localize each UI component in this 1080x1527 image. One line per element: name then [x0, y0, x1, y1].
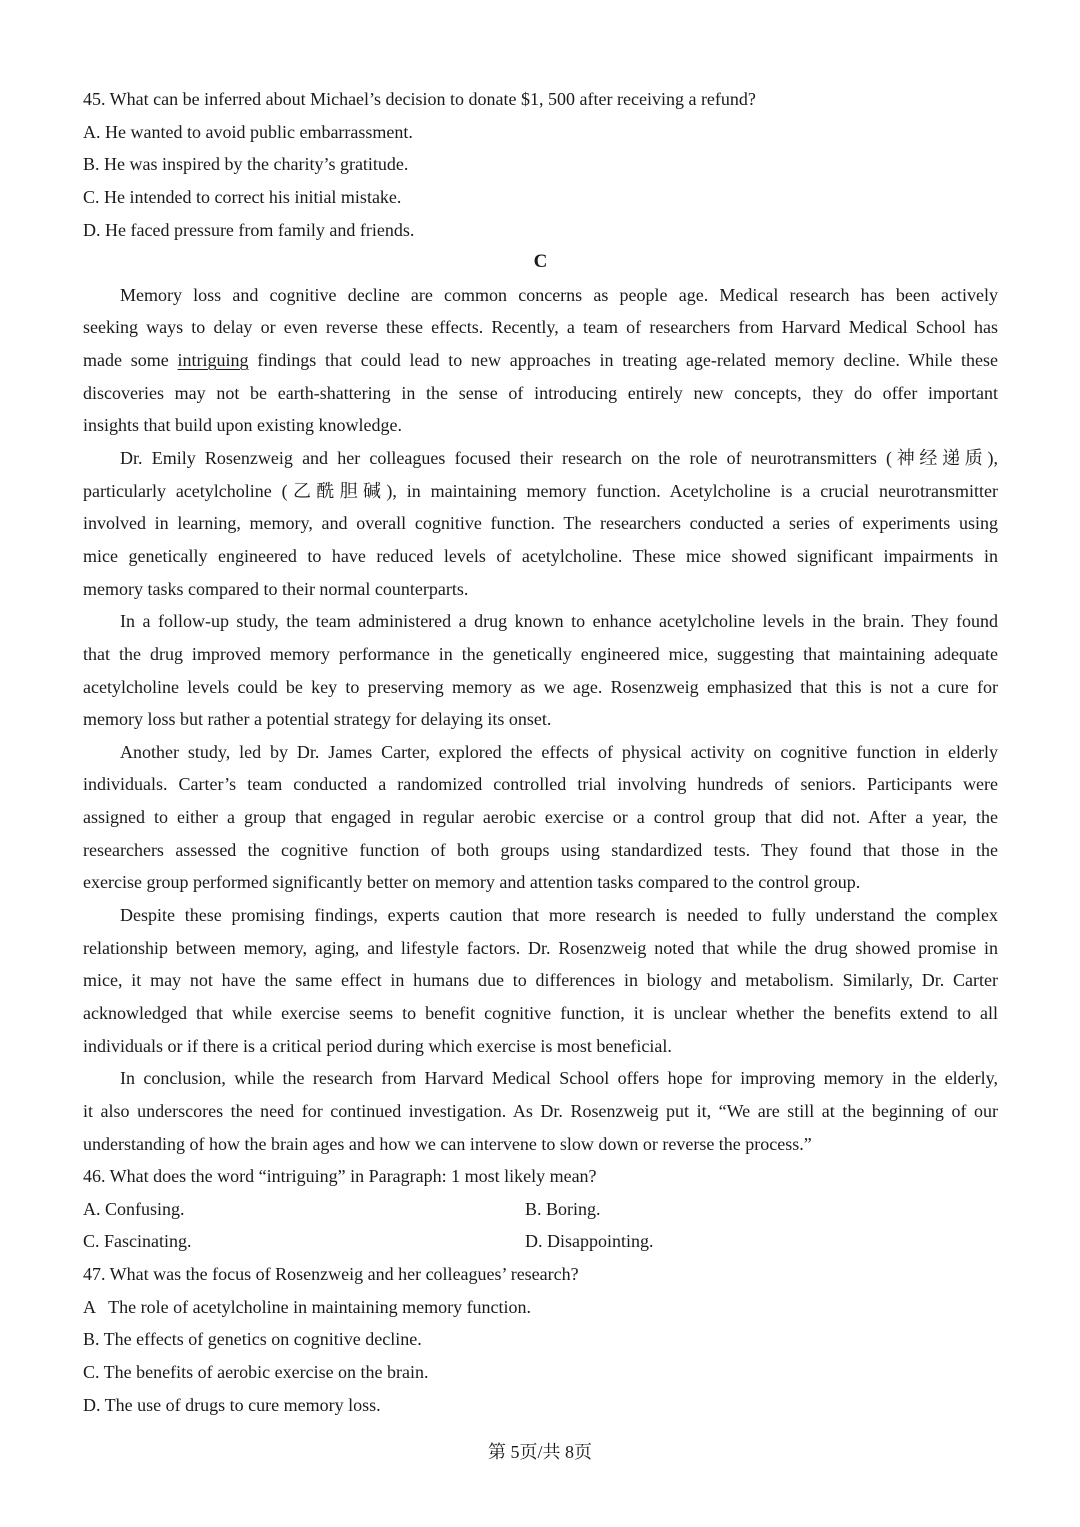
question-47: 47. What was the focus of Rosenzweig and her colleagues’ research?: [83, 1264, 579, 1285]
line-text: researchers assessed the cognitive function of both groups using standardized tests. They found that those in the: [83, 839, 998, 860]
paragraph-line: [83, 507, 998, 540]
paragraph-line: [83, 311, 998, 344]
line-text: memory loss but rather a potential strategy for delaying its onset.: [83, 709, 552, 730]
paragraph-line: [83, 573, 998, 606]
line-text: Memory loss and cognitive decline are common concerns as people age. Medical research has been actively: [120, 284, 998, 305]
line-text: assigned to either a group that engaged in regular aerobic exercise or a control group that did not. After a year, the: [83, 807, 998, 828]
paragraph: [83, 442, 998, 605]
paragraph-line: [83, 866, 998, 899]
paragraph-line: [83, 1095, 998, 1128]
underlined-word: intriguing: [177, 350, 249, 371]
line-text: it also underscores the need for continued investigation. As Dr. Rosenzweig put it, “We are still at the beginning of our: [83, 1100, 998, 1121]
line-text: involved in learning, memory, and overall cognitive function. The researchers conducted a series of experiments using: [83, 513, 998, 534]
paragraph-line: [83, 344, 998, 377]
paragraph-line: [83, 964, 998, 997]
question-45: 45. What can be inferred about Michael’s decision to donate $1, 500 after receiving a refund?: [83, 89, 756, 109]
question-46: 46. What does the word “intriguing” in Paragraph: 1 most likely mean?: [83, 1166, 597, 1187]
section-title: C: [533, 251, 548, 273]
paragraph: [83, 736, 998, 899]
paragraph-line: [83, 899, 998, 932]
line-text: seeking ways to delay or even reverse these effects. Recently, a team of researchers from Harvard Medical School has: [83, 317, 998, 338]
line-text: that the drug improved memory performance in the genetically engineered mice, suggesting that maintaining adequate: [83, 643, 998, 664]
reading-passage: [83, 279, 998, 1160]
paragraph-line: [83, 801, 998, 834]
line-text: individuals. Carter’s team conducted a randomized controlled trial involving hundreds of seniors. Participants were: [83, 774, 998, 795]
option-c: C. He intended to correct his initial mistake.: [83, 186, 402, 207]
line-text: particularly acetylcholine (乙酰胆碱), in maintaining memory function. Acetylcholine is a crucial neurotransmitter: [83, 480, 998, 501]
option-b: B. Boring.: [525, 1198, 601, 1219]
paragraph: [83, 279, 998, 442]
page-number: 第 5页/共 8页: [487, 1442, 592, 1462]
option-d: D. Disappointing.: [525, 1231, 654, 1252]
paragraph-line: [83, 377, 998, 410]
line-text: discoveries may not be earth-shattering in the sense of introducing entirely new concepts, they do offer important: [83, 382, 998, 403]
option-a: A. Confusing.: [83, 1198, 185, 1219]
line-text: Despite these promising findings, experts caution that more research is needed to fully understand the complex: [120, 905, 998, 926]
paragraph-line: [83, 409, 998, 442]
paragraph: [83, 605, 998, 736]
paragraph-line: [83, 442, 998, 475]
option-b: B. The effects of genetics on cognitive decline.: [83, 1329, 422, 1350]
paragraph-line: [83, 997, 998, 1030]
line-text: In a follow-up study, the team administered a drug known to enhance acetylcholine levels in the brain. They found: [120, 611, 998, 632]
line-text: acetylcholine levels could be key to preserving memory as we age. Rosenzweig emphasized that this is not a cure for: [83, 676, 998, 697]
option-a: A The role of acetylcholine in maintaining memory function.: [83, 1296, 532, 1317]
paragraph-line: [83, 932, 998, 965]
line-text: insights that build upon existing knowledge.: [83, 415, 402, 436]
option-d: D. He faced pressure from family and friends.: [83, 219, 415, 240]
option-c: C. Fascinating.: [83, 1231, 192, 1252]
line-text: individuals or if there is a critical period during which exercise is most beneficial.: [83, 1035, 672, 1056]
paragraph: [83, 1062, 998, 1160]
option-d: D. The use of drugs to cure memory loss.: [83, 1394, 381, 1415]
paragraph-line: [83, 475, 998, 508]
line-text: relationship between memory, aging, and lifestyle factors. Dr. Rosenzweig noted that while the drug showed promise in: [83, 937, 998, 958]
paragraph-line: [83, 1030, 998, 1063]
paragraph-line: [83, 1128, 998, 1161]
paragraph-line: [83, 736, 998, 769]
option-a: A. He wanted to avoid public embarrassment.: [83, 121, 413, 142]
line-text: findings that could lead to new approaches in treating age-related memory decline. While these: [248, 350, 998, 371]
paragraph-line: [83, 703, 998, 736]
paragraph-line: [83, 671, 998, 704]
options-row: [83, 1193, 998, 1226]
paragraph-line: [83, 605, 998, 638]
paragraph-line: [83, 1062, 998, 1095]
option-b: B. He was inspired by the charity’s gratitude.: [83, 154, 409, 175]
paragraph-line: [83, 834, 998, 867]
line-text: mice, it may not have the same effect in humans due to differences in biology and metabolism. Similarly, Dr. Carter: [83, 970, 998, 991]
line-text: acknowledged that while exercise seems to benefit cognitive function, it is unclear whether the benefits extend to all: [83, 1002, 998, 1023]
line-text: Dr. Emily Rosenzweig and her colleagues focused their research on the role of neurotransmitters (神经递质),: [120, 448, 998, 469]
line-text: made some: [83, 350, 178, 371]
line-text: mice genetically engineered to have reduced levels of acetylcholine. These mice showed significant impairments in: [83, 545, 998, 566]
exam-page: [83, 83, 998, 1421]
option-c: C. The benefits of aerobic exercise on the brain.: [83, 1361, 429, 1382]
line-text: Another study, led by Dr. James Carter, explored the effects of physical activity on cognitive function in elderly: [120, 741, 998, 762]
paragraph: [83, 899, 998, 1062]
options-row: [83, 1225, 998, 1258]
paragraph-line: [83, 279, 998, 312]
line-text: exercise group performed significantly better on memory and attention tasks compared to the control group.: [83, 872, 861, 893]
paragraph-line: [83, 540, 998, 573]
line-text: understanding of how the brain ages and how we can intervene to slow down or reverse the process.”: [83, 1133, 812, 1154]
paragraph-line: [83, 768, 998, 801]
line-text: memory tasks compared to their normal counterparts.: [83, 578, 469, 599]
paragraph-line: [83, 638, 998, 671]
line-text: In conclusion, while the research from Harvard Medical School offers hope for improving memory in the elderly,: [120, 1068, 998, 1089]
